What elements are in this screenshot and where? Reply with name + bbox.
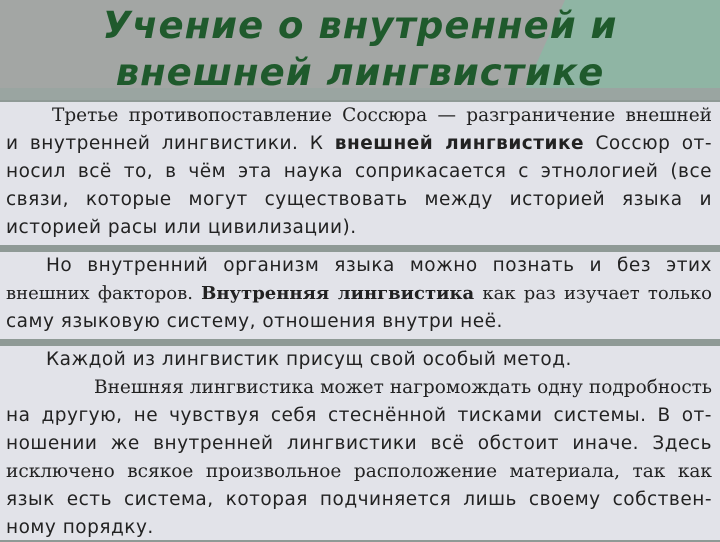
text-panel-2 bbox=[0, 252, 720, 339]
paragraph-3-line-1: Каждой из лингвистик присущ свой особый метод. bbox=[46, 349, 572, 370]
term-external-linguistics: внешней лингвистике bbox=[334, 133, 585, 154]
paragraph-3-line-4: ношении же внутренней лингвистики всё обстоит иначе. Здесь bbox=[6, 433, 712, 454]
paragraph-1-line-2-end: Соссюр от- bbox=[584, 133, 712, 154]
paragraph-2-line-2 bbox=[6, 280, 712, 308]
paragraph-3-line-2: Внешняя лингвистика может нагромождать одну подробность bbox=[94, 377, 712, 398]
slide-title-line-1: Учение о внутренней и bbox=[102, 4, 618, 47]
paragraph-3-line-6: язык есть система, которая подчиняется лишь своему собствен- bbox=[6, 489, 712, 510]
paragraph-1-line-1: Третье противопоставление Соссюра — разграничение внешней bbox=[52, 105, 712, 126]
paragraph-1-line-4: связи, которые могут существовать между историей языка и bbox=[6, 189, 712, 210]
paragraph-1-line-2 bbox=[6, 130, 712, 158]
text-panel-1 bbox=[0, 102, 720, 245]
paragraph-2-line-2-end: как раз изучает только bbox=[474, 283, 712, 304]
paragraph-3-line-3: на другую, не чувствуя себя стеснённой тисками системы. В от- bbox=[6, 405, 712, 426]
paragraph-3-line-7: ному порядку. bbox=[6, 517, 154, 538]
term-internal-linguistics: Внутренняя лингвистика bbox=[201, 283, 475, 304]
paragraph-2-line-2-start: внешних факторов. bbox=[6, 283, 202, 304]
slide-title-line-2: внешней лингвистике bbox=[115, 51, 605, 94]
text-panel-3 bbox=[0, 346, 720, 540]
paragraph-2-line-3: саму языковую систему, отношения внутри неё. bbox=[6, 311, 503, 332]
slide-title bbox=[0, 2, 720, 96]
paragraph-2-line-1: Но внутренний организм языка можно познать и без этих bbox=[46, 255, 712, 276]
paragraph-1-line-3: носил всё то, в чём эта наука соприкасается с этнологией (все bbox=[6, 161, 712, 182]
paragraph-3-line-5: исключено всякое произвольное расположение материала, так как bbox=[6, 461, 712, 482]
paragraph-1-line-5: историей расы или цивилизации). bbox=[6, 217, 357, 238]
paragraph-1-line-2-start: и внутренней лингвистики. К bbox=[6, 133, 335, 154]
